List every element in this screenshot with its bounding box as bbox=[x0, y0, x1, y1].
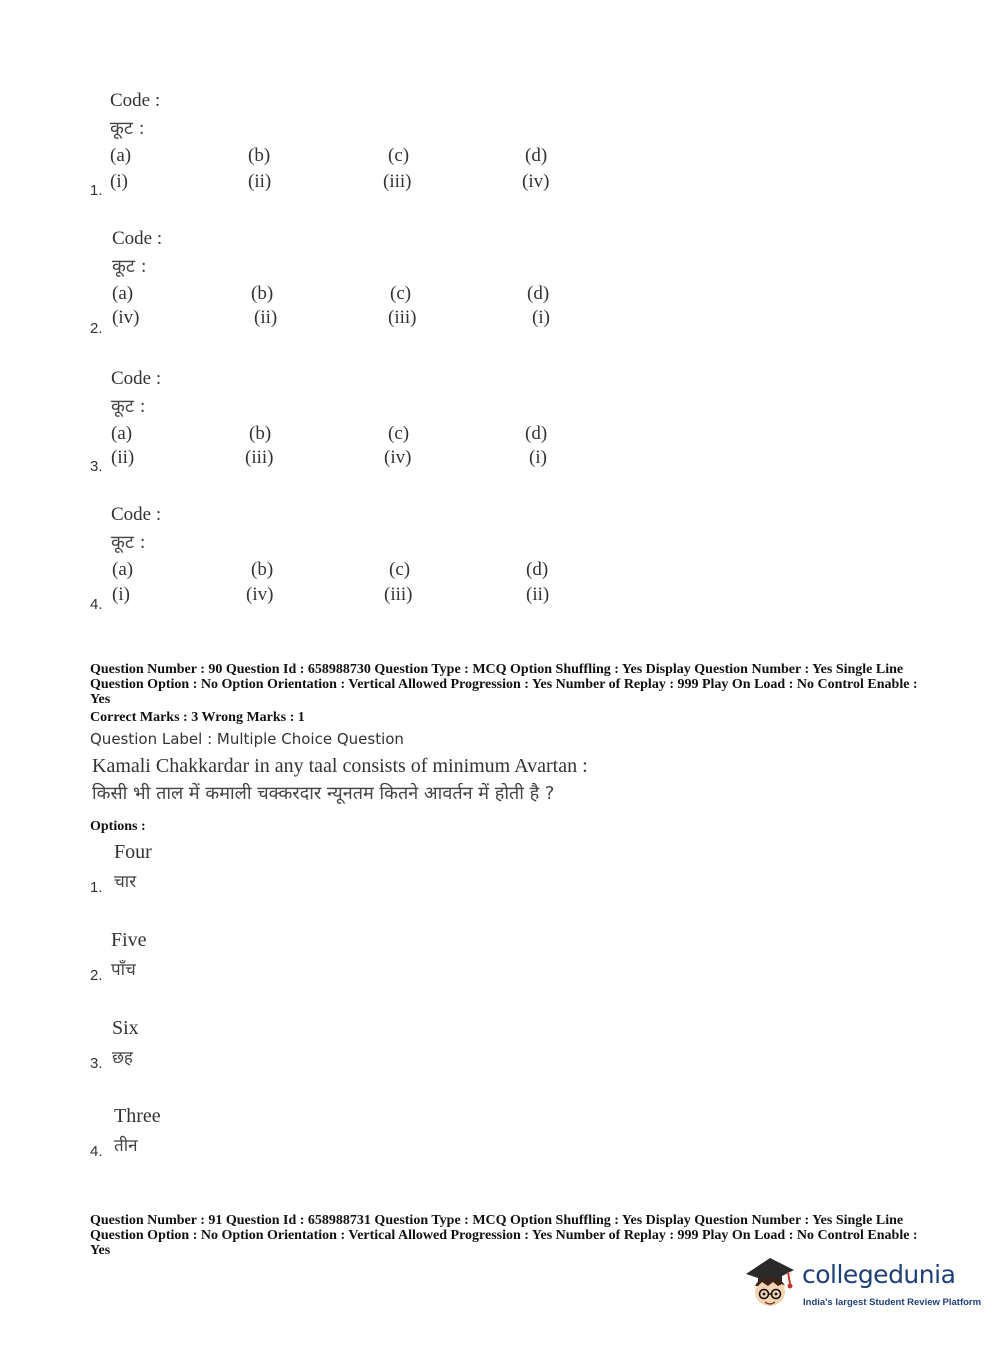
code-label-hindi: कूट : bbox=[110, 118, 145, 139]
option-text-hindi: पाँच bbox=[111, 960, 136, 980]
code-label: Code : bbox=[111, 504, 162, 525]
option-2[interactable] bbox=[90, 929, 390, 989]
code-label-hindi: कूट : bbox=[112, 256, 147, 277]
code-header: (c) bbox=[389, 559, 411, 580]
code-header: (b) bbox=[249, 423, 272, 444]
code-header: (c) bbox=[388, 423, 410, 444]
code-header: (a) bbox=[112, 283, 134, 304]
option-text-hindi: तीन bbox=[114, 1136, 138, 1156]
logo-tagline: India's largest Student Review Platform bbox=[803, 1297, 982, 1308]
code-value: (iv) bbox=[522, 171, 550, 192]
option-number: 4. bbox=[90, 1143, 103, 1160]
code-header: (d) bbox=[527, 283, 550, 304]
code-value: (iii) bbox=[245, 447, 274, 468]
code-header: (d) bbox=[525, 423, 548, 444]
logo-wordmark: collegedunia bbox=[802, 1260, 956, 1289]
match-code-2 bbox=[90, 228, 610, 338]
option-3[interactable] bbox=[90, 1017, 390, 1077]
option-number: 2. bbox=[90, 967, 103, 984]
option-text-hindi: छह bbox=[112, 1048, 133, 1068]
code-label-hindi: कूट : bbox=[111, 396, 146, 417]
option-number: 1. bbox=[90, 879, 103, 896]
code-value: (iii) bbox=[384, 584, 413, 605]
option-number: 3. bbox=[90, 458, 103, 475]
match-code-3 bbox=[90, 368, 610, 478]
question-label: Question Label : Multiple Choice Question bbox=[90, 730, 404, 748]
code-value: (iii) bbox=[383, 171, 412, 192]
match-code-1 bbox=[90, 90, 610, 200]
question-text: Kamali Chakkardar in any taal consists of minimum Avartan : bbox=[92, 755, 588, 777]
code-label: Code : bbox=[112, 228, 163, 249]
match-code-4 bbox=[90, 504, 610, 614]
code-value: (i) bbox=[112, 584, 130, 605]
collegedunia-logo bbox=[740, 1252, 982, 1316]
question-meta: Question Number : 91 Question Id : 658988731 Question Type : MCQ Option Shuffling : Yes Display Question Number : Yes Single Line Question Option : No Option Orientation : Vertical Allowed Progression : Yes Number of Replay : 999 Play On Load : No Control Enable : Yes bbox=[90, 1213, 918, 1258]
code-header: (c) bbox=[390, 283, 412, 304]
code-header: (c) bbox=[388, 145, 410, 166]
code-header: (d) bbox=[525, 145, 548, 166]
option-text: Six bbox=[112, 1017, 139, 1039]
option-text: Three bbox=[114, 1105, 161, 1127]
option-text-hindi: चार bbox=[114, 872, 137, 892]
options-label: Options : bbox=[90, 819, 146, 834]
code-header: (b) bbox=[251, 559, 274, 580]
code-value: (i) bbox=[110, 171, 128, 192]
code-header: (a) bbox=[110, 145, 132, 166]
code-label: Code : bbox=[111, 368, 162, 389]
option-number: 4. bbox=[90, 596, 103, 613]
option-text: Five bbox=[111, 929, 147, 951]
option-number: 2. bbox=[90, 320, 103, 337]
code-value: (iv) bbox=[384, 447, 412, 468]
code-value: (iii) bbox=[388, 307, 417, 328]
code-value: (i) bbox=[532, 307, 550, 328]
option-1[interactable] bbox=[90, 841, 390, 901]
code-header: (d) bbox=[526, 559, 549, 580]
question-text-hindi: किसी भी ताल में कमाली चक्करदार न्यूनतम कितने आवर्तन में होती है ? bbox=[92, 783, 555, 804]
code-value: (ii) bbox=[111, 447, 135, 468]
question-meta: Question Number : 90 Question Id : 658988730 Question Type : MCQ Option Shuffling : Yes Display Question Number : Yes Single Line Question Option : No Option Orientation : Vertical Allowed Progression : Yes Number of Replay : 999 Play On Load : No Control Enable : Yes bbox=[90, 662, 918, 707]
code-header: (a) bbox=[111, 423, 133, 444]
code-value: (ii) bbox=[254, 307, 278, 328]
code-value: (iv) bbox=[112, 307, 140, 328]
option-4[interactable] bbox=[90, 1105, 390, 1165]
code-header: (b) bbox=[251, 283, 274, 304]
option-number: 1. bbox=[90, 182, 103, 199]
code-value: (i) bbox=[529, 447, 547, 468]
option-text: Four bbox=[114, 841, 152, 863]
code-value: (iv) bbox=[246, 584, 274, 605]
code-header: (a) bbox=[112, 559, 134, 580]
question-marks: Correct Marks : 3 Wrong Marks : 1 bbox=[90, 710, 305, 725]
mascot-icon bbox=[740, 1252, 800, 1314]
option-number: 3. bbox=[90, 1055, 103, 1072]
code-label: Code : bbox=[110, 90, 161, 111]
code-header: (b) bbox=[248, 145, 271, 166]
code-value: (ii) bbox=[248, 171, 272, 192]
code-value: (ii) bbox=[526, 584, 550, 605]
code-label-hindi: कूट : bbox=[111, 532, 146, 553]
